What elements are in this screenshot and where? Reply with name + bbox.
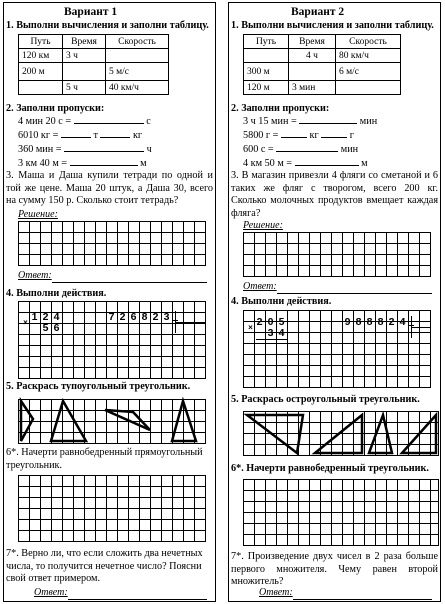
blank-line — [243, 158, 368, 170]
task-5-text: 5. Раскрась тупоугольный треугольник. — [6, 381, 191, 392]
table-cell: 120 км — [19, 49, 63, 63]
task-5-text: 5. Раскрась остроугольный треугольник. — [231, 394, 420, 405]
drawing-grid[interactable] — [243, 479, 439, 546]
triangle-shape[interactable] — [402, 415, 436, 453]
table-row — [19, 49, 169, 63]
calc-digit: 2 — [119, 311, 126, 323]
drawing-grid[interactable] — [18, 475, 206, 542]
calc-digit: 9 — [344, 316, 351, 328]
calc-digit: 5 — [42, 322, 49, 334]
variant-title: Вариант 1 — [64, 6, 118, 18]
multiply-sign: × — [23, 318, 28, 327]
blank-input[interactable] — [70, 165, 138, 166]
calc-underline — [256, 339, 287, 340]
task-1-text: 1. Выполни вычисления и заполни таблицу. — [6, 20, 209, 31]
task-6-text: 6*. Начерти равнобедренный треугольник. — [231, 463, 429, 474]
blank-line — [18, 144, 152, 156]
blank-left: 5800 г = — [243, 130, 279, 141]
triangle-shape[interactable] — [315, 415, 362, 453]
table-cell: 120 м — [244, 81, 289, 95]
blank-unit: м — [361, 158, 368, 169]
blank-input[interactable] — [74, 123, 144, 124]
calc-digit: 6 — [53, 322, 60, 334]
table-cell — [106, 49, 169, 63]
table-row — [244, 49, 401, 63]
table-header-cell: Путь — [19, 35, 63, 49]
task-3-text: 3. Маша и Даша купили тетради по одной и той же цене. Маша 20 штук, а Даша 30, всего на сумму 150 р. Сколько стоит тетрадь? — [6, 170, 213, 206]
table-row — [244, 81, 401, 95]
solution-grid[interactable] — [18, 221, 206, 266]
table-cell: 5 м/с — [106, 63, 169, 81]
calc-digit: 2 — [388, 316, 395, 328]
blank-input[interactable] — [299, 123, 357, 124]
table-row — [19, 81, 169, 95]
variant-2-card — [228, 2, 441, 602]
table-header-cell: Время — [63, 35, 106, 49]
table-cell — [336, 81, 401, 95]
table-header-cell: Путь — [244, 35, 289, 49]
solution-label: Решение: — [243, 220, 283, 231]
blank-left: 6010 кг = — [18, 130, 59, 141]
table-row — [244, 63, 401, 81]
blank-mid: кг — [309, 130, 319, 141]
table-header-row — [244, 35, 401, 49]
blank-input[interactable] — [321, 137, 347, 138]
blank-unit: ч — [146, 144, 152, 155]
table-header-cell: Скорость — [336, 35, 401, 49]
calc-digit: 7 — [108, 311, 115, 323]
blank-line — [18, 158, 147, 170]
table-header-cell: Время — [289, 35, 336, 49]
table-cell — [63, 63, 106, 81]
calc-digit: 5 — [278, 316, 285, 328]
calc-digit: 4 — [399, 316, 406, 328]
calc-digit: 8 — [377, 316, 384, 328]
table-row — [19, 63, 169, 81]
calc-underline — [31, 334, 62, 335]
triangle-shape[interactable] — [21, 401, 33, 441]
table-cell: 40 км/ч — [106, 81, 169, 95]
calc-digit: 6 — [130, 311, 137, 323]
calc-digit: 2 — [42, 311, 49, 323]
blank-input[interactable] — [64, 151, 144, 152]
blank-input[interactable] — [100, 137, 130, 138]
division-bracket — [175, 322, 206, 323]
solution-label: Решение: — [18, 209, 58, 220]
task-7-text: 7*. Произведение двух чисел в 2 раза больше первого множителя. Чему равен второй множитель? — [231, 551, 438, 587]
calc-digit: 1 — [31, 311, 38, 323]
triangle-shape[interactable] — [105, 410, 150, 430]
table-cell: 3 мин — [289, 81, 336, 95]
calc-digit: 4 — [278, 327, 285, 339]
blank-line — [18, 130, 142, 142]
table-cell: 6 м/с — [336, 63, 401, 81]
blank-input[interactable] — [61, 137, 91, 138]
blank-unit: с — [146, 116, 151, 127]
calc-digit: 8 — [141, 311, 148, 323]
blank-mid: т — [93, 130, 98, 141]
answer-label: Ответ: — [259, 587, 293, 598]
multiply-sign: × — [248, 323, 253, 332]
table-cell: 4 ч — [289, 49, 336, 63]
calc-digit: 3 — [163, 311, 170, 323]
task-4-text: 4. Выполни действия. — [6, 288, 107, 299]
calc-digit: 8 — [355, 316, 362, 328]
table-cell: 300 м — [244, 63, 289, 81]
triangles-figure — [18, 399, 206, 444]
blank-left: 4 мин 20 с = — [18, 116, 72, 127]
table-cell: 3 ч — [63, 49, 106, 63]
calc-digit: 2 — [152, 311, 159, 323]
blank-unit: м — [140, 158, 147, 169]
blank-unit: г — [349, 130, 354, 141]
answer-label: Ответ: — [34, 587, 68, 598]
triangle-shape[interactable] — [172, 401, 196, 441]
answer-line[interactable] — [293, 599, 432, 600]
blank-unit: мин — [359, 116, 378, 127]
blank-line — [243, 144, 358, 156]
blank-unit: кг — [132, 130, 143, 141]
calc-digit: 2 — [256, 316, 263, 328]
table-cell: 80 км/ч — [336, 49, 401, 63]
table-cell: 200 м — [19, 63, 63, 81]
answer-label: Ответ: — [18, 270, 52, 281]
solution-grid[interactable] — [243, 232, 431, 277]
blank-left: 4 км 50 м = — [243, 158, 293, 169]
triangle-shape[interactable] — [247, 415, 303, 453]
calc-digit: 8 — [366, 316, 373, 328]
variant-1-card — [3, 2, 216, 602]
table-cell — [289, 63, 336, 81]
task-2-text: 2. Заполни пропуски: — [231, 103, 330, 114]
blank-line — [18, 116, 151, 128]
table-header-cell: Скорость — [106, 35, 169, 49]
task-4-text: 4. Выполни действия. — [231, 296, 332, 307]
variant-title: Вариант 2 — [291, 6, 345, 18]
division-bracket — [411, 327, 431, 328]
task-6-text: 6*. Начерти равнобедренный прямоугольный треугольник. — [6, 447, 203, 471]
triangle-shape[interactable] — [51, 401, 86, 441]
task-7-text: 7*. Верно ли, что если сложить два нечетных числа, то получится нечетное число? Поясни свой ответ примером. — [6, 548, 203, 584]
blank-unit: мин — [340, 144, 359, 155]
blank-left: 360 мин = — [18, 144, 62, 155]
triangles-figure — [243, 411, 439, 456]
answer-line[interactable] — [277, 293, 432, 294]
blank-line — [243, 116, 377, 128]
blank-left: 3 км 40 м = — [18, 158, 68, 169]
table-cell — [244, 49, 289, 63]
task-1-text: 1. Выполни вычисления и заполни таблицу. — [231, 20, 434, 31]
table-cell: 5 ч — [63, 81, 106, 95]
blank-left: 600 с = — [243, 144, 274, 155]
answer-line[interactable] — [52, 282, 207, 283]
task-3-text: 3. В магазин привезли 4 фляги со сметаной и 6 таких же фляг с творогом, всего 200 кг. Сколько молочных продуктов вмещает каждая фляга? — [231, 170, 438, 219]
table-cell — [19, 81, 63, 95]
speed-table — [18, 34, 169, 95]
blank-line — [243, 130, 354, 142]
calc-digit: 4 — [53, 311, 60, 323]
calc-digit: 3 — [267, 327, 274, 339]
blank-left: 3 ч 15 мин = — [243, 116, 297, 127]
table-header-row — [19, 35, 169, 49]
answer-label: Ответ: — [243, 281, 277, 292]
task-2-text: 2. Заполни пропуски: — [6, 103, 105, 114]
answer-line[interactable] — [68, 599, 207, 600]
triangle-shape[interactable] — [369, 415, 392, 453]
calc-digit: 0 — [267, 316, 274, 328]
blank-input[interactable] — [295, 165, 359, 166]
blank-input[interactable] — [276, 151, 338, 152]
speed-table — [243, 34, 401, 95]
blank-input[interactable] — [281, 137, 307, 138]
